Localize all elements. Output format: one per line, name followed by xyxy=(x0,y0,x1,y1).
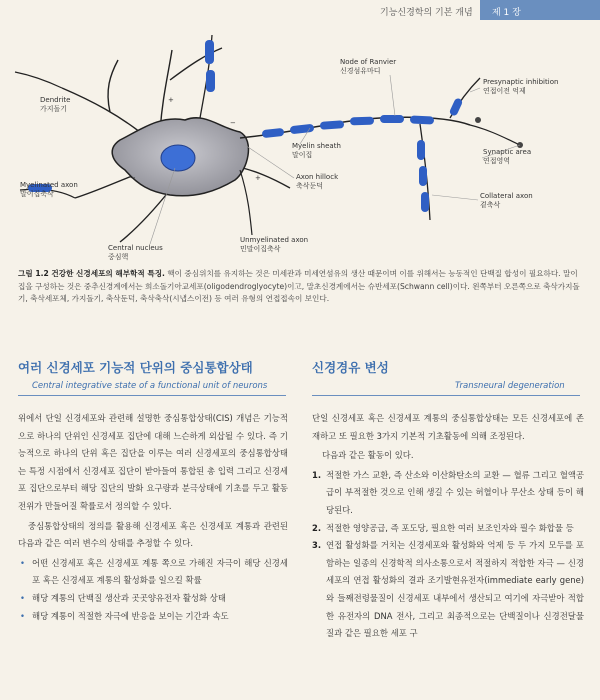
label-unmyel-en: Unmyelinated axon xyxy=(240,236,309,244)
item-text: 적절한 영양공급, 즉 포도당, 필요한 여러 보조인자와 필수 화합물 등 xyxy=(326,522,574,533)
left-para-2: 중심통합상태의 정의를 활용해 신경세포 혹은 신경세포 계통과 관련된 다음과 같은 여러 변수의 상태를 추정할 수 있다. xyxy=(18,520,288,549)
neuron-figure xyxy=(0,20,600,264)
label-dendrite-ko: 가지돌기 xyxy=(40,105,68,113)
neuron-diagram xyxy=(0,20,600,264)
list-item: • 어떤 신경세포 혹은 신경세포 계통 쪽으로 가해진 자극이 해당 신경세포 혹은 신경세포 계통의 활성화를 일으킬 확률 xyxy=(18,555,288,590)
list-item xyxy=(312,467,584,520)
label-collateral-ko: 곁축삭 xyxy=(480,201,501,209)
minus-sign: − xyxy=(130,174,136,182)
list-item xyxy=(312,537,584,643)
label-presyn-ko: 연접이전 억제 xyxy=(483,87,526,95)
label-myelin-en: Myelin sheath xyxy=(292,142,341,150)
item-number: 1. xyxy=(312,469,322,480)
minus-sign: − xyxy=(230,119,236,127)
left-para-1: 위에서 단일 신경세포와 관련해 설명한 중심통합상태(CIS) 개념은 기능적으로 하나의 단위인 신경세포 집단에 대해 느슨하게 외삽될 수 있다. 즉 기능적으로 하나의 단위 혹은 집단을 이루는 여러 신경세포의 중심통합상태는 특정 시점에서 신경세포 집단이 받아들여 통합된 총 입력 그리고 신경세포 집단으로부터 해당 집단의 발화 요구량과 분극상태에 기초를 두고 활동전위가 만들어질 확률로서 정의할 수 있다. xyxy=(18,413,288,511)
plus-sign: + xyxy=(168,96,174,104)
unmyelinated-axon xyxy=(240,170,252,235)
right-body xyxy=(312,410,584,643)
label-unmyel-ko: 민말이집축삭 xyxy=(240,245,281,253)
item-text: 적절한 가스 교환, 즉 산소와 이산화탄소의 교환 — 혈류 그리고 혈액공급이 부적절한 것으로 인해 생길 수 있는 허혈이나 무산소 상태 등이 해당된다. xyxy=(326,469,584,515)
label-hillock-ko: 축삭둔덕 xyxy=(296,182,324,190)
nucleus xyxy=(161,145,195,171)
label-node-en: Node of Ranvier xyxy=(340,58,397,66)
item-number: 2. xyxy=(312,522,322,533)
right-numbered-list xyxy=(312,467,584,643)
label-nucleus-ko: 중심핵 xyxy=(108,253,129,261)
plus-sign: + xyxy=(255,174,261,182)
label-dendrite-en: Dendrite xyxy=(40,96,71,104)
left-section-heading: 여러 신경세포 기능적 단위의 중심통합상태 xyxy=(18,360,253,375)
label-myelin-ko: 말이집 xyxy=(292,151,313,159)
right-para-2: 다음과 같은 활동이 있다. xyxy=(322,450,414,461)
list-item xyxy=(312,520,584,538)
figure-caption xyxy=(18,268,584,306)
chapter-tab: 제 1 장 xyxy=(480,0,600,20)
item-text: 연접 활성화를 거치는 신경세포와 활성화와 억제 등 두 가지 모두를 포함하는 일종의 신경학적 의사소통으로서 적절하지 적합한 자극 — 신경세포의 연접 활성화의 결과 조기발현유전자(immediate early gene)와 들째전령물질이 신경세포 내부에서 생산되고 여기에 자극받아 적합한 유전자의 DNA 전사, 그리고 최종적으로는 단백질이나 신경전달물질과 같은 필요한 세포 구 xyxy=(326,540,584,639)
right-section-heading: 신경경유 변성 xyxy=(312,360,389,375)
label-nucleus-en: Central nucleus xyxy=(108,244,163,252)
left-section-subheading: Central integrative state of a functional unit of neurons xyxy=(32,381,268,391)
label-presyn-en: Presynaptic inhibition xyxy=(483,78,559,86)
label-synaptic-en: Synaptic area xyxy=(483,148,532,156)
label-myel-axon-en: Myelinated axon xyxy=(20,181,78,189)
right-para-1: 단일 신경세포 혹은 신경세포 계통의 중심통합상태는 모든 신경세포에 존재하고 또 필요한 3가지 기본적 기초활동에 의해 조정된다. xyxy=(312,413,584,441)
label-myel-axon-ko: 말이집축삭 xyxy=(20,190,54,198)
caption-text: 핵이 중심위치를 유지하는 것은 미세관과 미세연섬유의 생산 때문이며 이를 위해서는 능동적인 단백질 합성이 필요하다. 말이집을 구성하는 것은 중추신경계에서는 희소돌기아교세포(oligodendroglyocyte)이고, 말초신경계에서는 슈반세포(Schwann cell)이다. 왼쪽부터 오른쪽으로 축삭가지돌기, 축삭세포체, 가지돌기, 축삭둔덕, 축삭축삭(시냅스이전) 등 여러 유형의 연접접속이 보인다. xyxy=(18,269,580,303)
label-collateral-en: Collateral axon xyxy=(480,192,533,200)
right-section-subheading: Transneural degeneration xyxy=(455,381,565,391)
running-header-title: 기능신경학의 기본 개념 xyxy=(380,8,473,18)
label-hillock-en: Axon hillock xyxy=(296,173,339,181)
right-section-rule xyxy=(312,395,580,396)
left-bullet-list xyxy=(18,555,288,625)
list-item: • 해당 계통이 적절한 자극에 반응을 보이는 기간과 속도 xyxy=(18,608,288,626)
item-number: 3. xyxy=(312,540,322,551)
left-section-rule xyxy=(18,395,286,396)
caption-title: 그림 1.2 건강한 신경세포의 해부학적 특징. xyxy=(18,269,165,278)
label-synaptic-ko: 연접영역 xyxy=(483,157,511,165)
left-body xyxy=(18,410,288,625)
list-item: • 해당 계통의 단백질 생산과 곳곳양유전자 활성화 상태 xyxy=(18,590,288,608)
label-node-ko: 신경섬유마디 xyxy=(340,67,381,75)
